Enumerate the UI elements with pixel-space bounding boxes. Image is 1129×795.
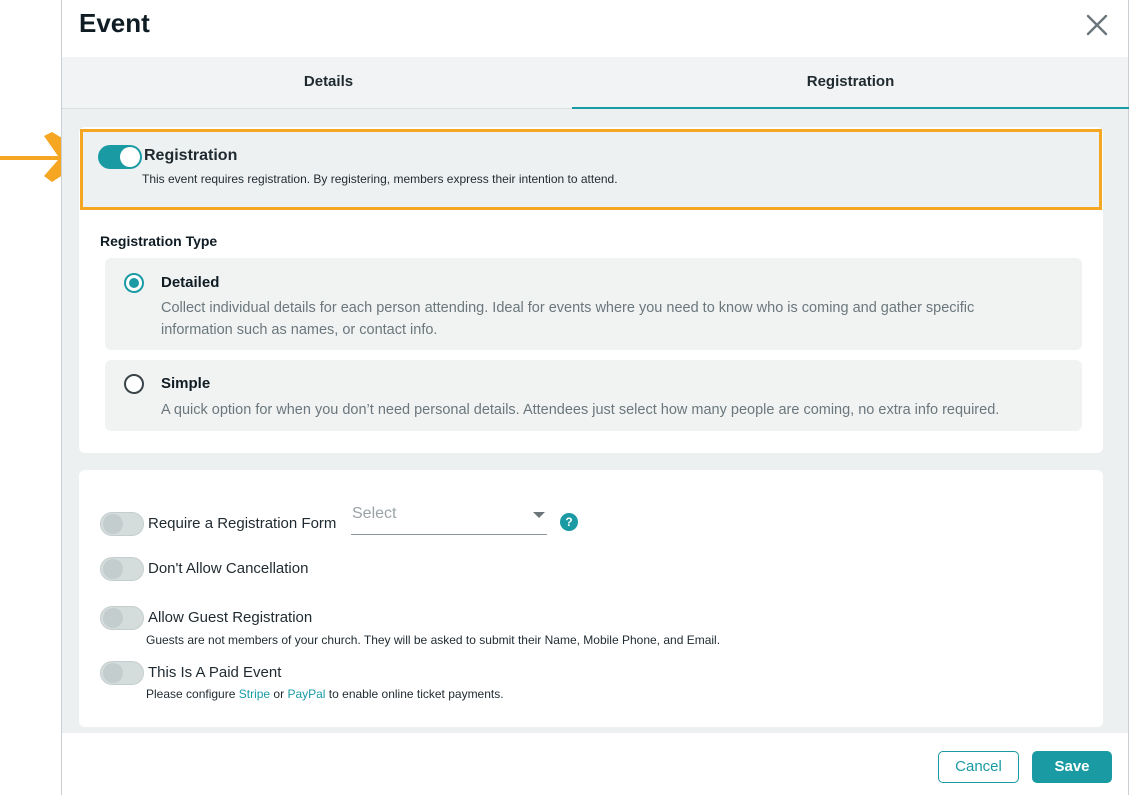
stripe-link[interactable]: Stripe [238,687,271,701]
require-form-label: Require a Registration Form [148,515,337,532]
registration-form-select[interactable] [351,502,547,535]
close-icon[interactable] [1084,12,1110,38]
chevron-down-icon [533,512,545,518]
option-detailed-description: Collect individual details for each person attending. Ideal for events where you need to know who is coming and gather specific information such as names, or contact info. [161,300,975,338]
tab-bar [62,57,1128,109]
option-detailed-title: Detailed [161,274,220,291]
event-dialog [61,0,1129,795]
option-simple-description: A quick option for when you don’t need personal details. Attendees just select how many people are coming, no extra info required. [161,402,1000,418]
toggle-knob [103,663,123,683]
option-detailed[interactable] [105,258,1082,350]
paypal-link[interactable]: PayPal [287,687,326,701]
cancel-button[interactable]: Cancel [938,751,1019,783]
registration-type-label: Registration Type [100,233,218,249]
registration-toggle[interactable] [98,145,142,169]
save-button[interactable]: Save [1032,751,1112,783]
option-simple[interactable] [105,360,1082,431]
registration-toggle-label: Registration [144,147,238,164]
toggle-knob [103,514,123,534]
paid-event-help-prefix: Please configure [146,687,239,701]
guest-registration-help: Guests are not members of your church. They will be asked to submit their Name, Mobile Phone, and Email. [146,633,721,647]
paid-event-label: This Is A Paid Event [148,664,282,681]
radio-detailed[interactable] [124,273,144,293]
paid-event-help [146,687,504,701]
registration-toggle-panel [80,129,1102,210]
paid-event-toggle[interactable] [100,661,144,685]
toggle-knob [103,608,123,628]
select-placeholder: Select [352,505,397,522]
guest-registration-toggle[interactable] [100,606,144,630]
toggle-knob [120,147,140,167]
tab-details[interactable]: Details [303,73,354,90]
tab-registration[interactable]: Registration [572,57,1129,109]
help-icon[interactable]: ? [560,513,578,531]
guest-registration-label: Allow Guest Registration [148,609,313,626]
registration-toggle-description: This event requires registration. By registering, members express their intention to attend. [142,172,618,186]
radio-simple[interactable] [124,374,144,394]
require-form-toggle[interactable] [100,512,144,536]
no-cancellation-label: Don't Allow Cancellation [148,560,309,577]
paid-event-help-or: or [270,687,288,701]
toggle-knob [103,559,123,579]
dialog-footer [62,733,1128,795]
dialog-header [62,0,1128,57]
no-cancellation-toggle[interactable] [100,557,144,581]
dialog-title: Event [79,8,150,38]
option-simple-title: Simple [161,375,211,392]
paid-event-help-suffix: to enable online ticket payments. [325,687,504,701]
